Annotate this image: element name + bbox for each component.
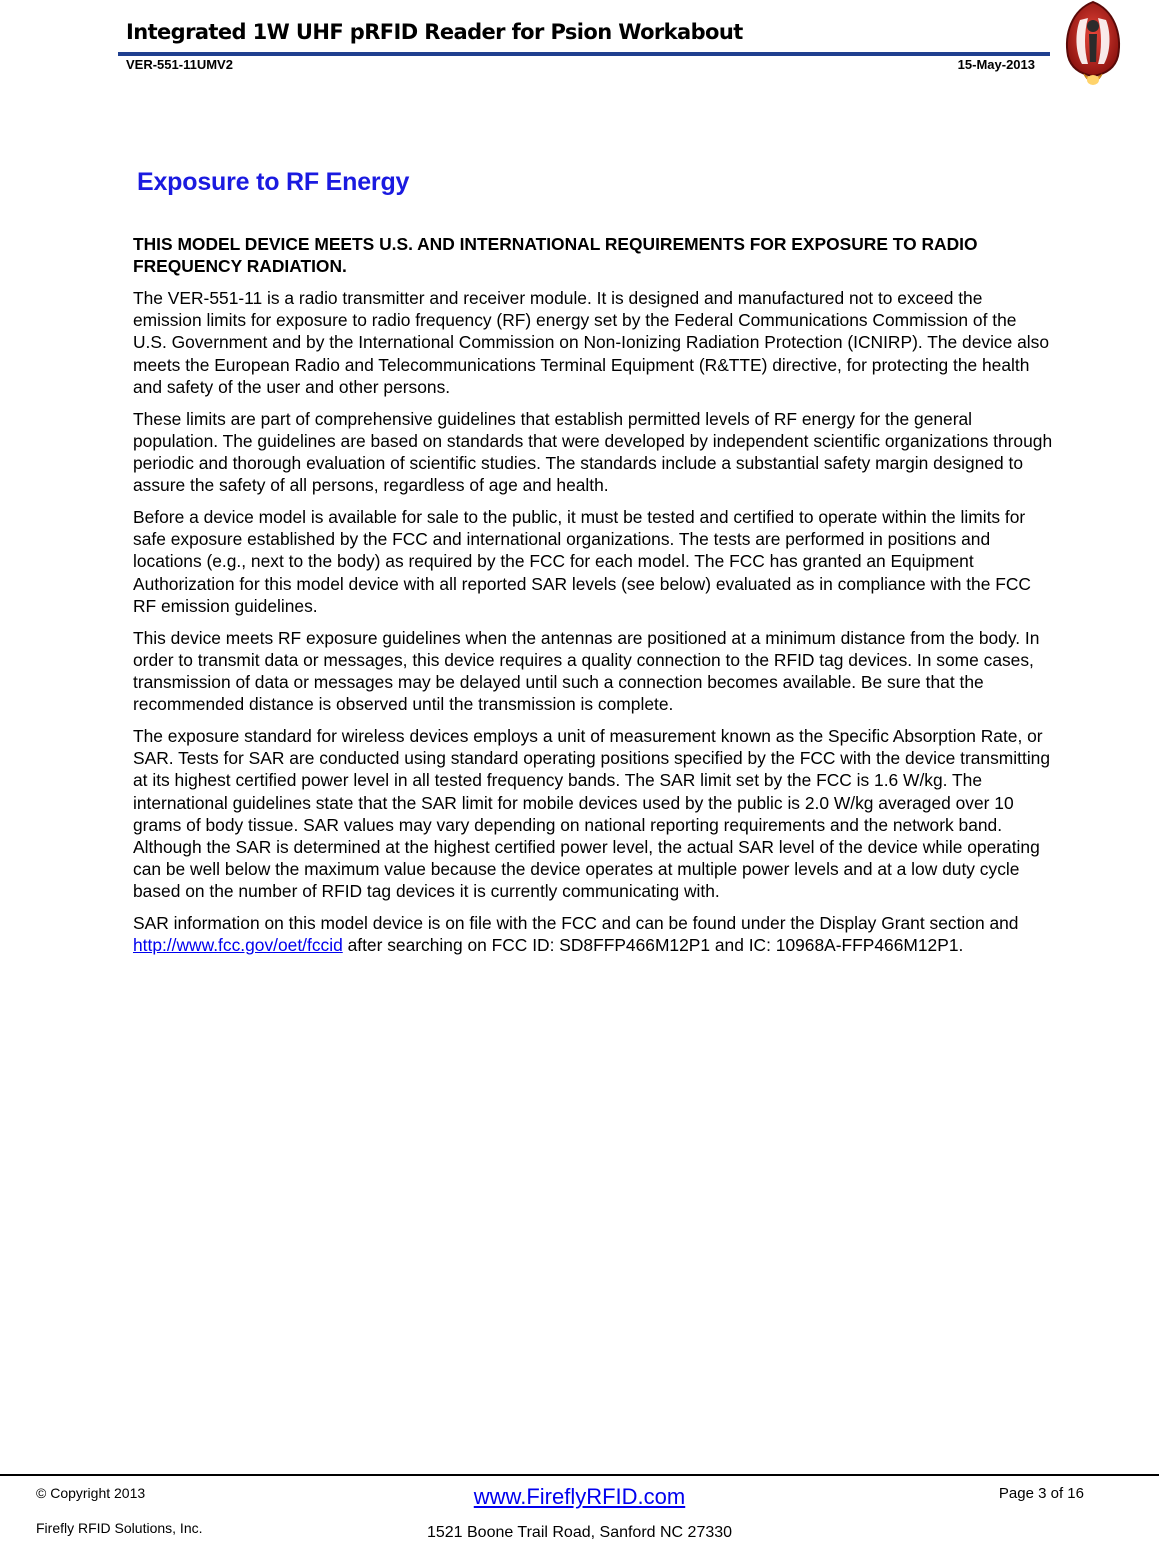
footer-company: Firefly RFID Solutions, Inc. xyxy=(36,1520,203,1536)
sar-info-text-end: after searching on FCC ID: SD8FFP466M12P1 and IC: 10968A-FFP466M12P1. xyxy=(342,935,964,956)
document-date: 15-May-2013 xyxy=(957,57,1035,72)
document-title: Integrated 1W UHF pRFID Reader for Psion Workabout xyxy=(126,20,743,44)
header-rule xyxy=(118,52,1050,56)
section-title: Exposure to RF Energy xyxy=(137,168,410,196)
paragraph-module-description: The VER-551-11 is a radio transmitter and receiver module. It is designed and manufactured not to exceed the emission limits for exposure to radio frequency (RF) energy set by the Federal Communications Commission of the U.S. Government and by the International Commission on Non-Ionizing Radiation Protection (ICNIRP). The device also meets the European Radio and Telecommunications Terminal Equipment (R&TTE) directive, for protecting the health and safety of the user and other persons. xyxy=(133,288,1050,397)
body-text xyxy=(133,233,1053,966)
paragraph-sar-information xyxy=(133,912,1053,956)
footer-page-number: Page 3 of 16 xyxy=(998,1485,1084,1502)
paragraph-guidelines: These limits are part of comprehensive guidelines that establish permitted levels of RF energy for the general population. The guidelines are based on standards that were developed by independent scientific organizations through periodic and thorough evaluation of scientific studies. The standards include a substantial safety margin designed to assure the safety of all persons, regardless of age and health. xyxy=(133,408,1053,496)
footer-website-link[interactable]: www.FireflyRFID.com xyxy=(473,1484,686,1509)
sar-info-text: SAR information on this model device is on file with the FCC and can be found under the Display Grant section and xyxy=(133,913,1019,934)
paragraph-sar: The exposure standard for wireless devices employs a unit of measurement known as the Specific Absorption Rate, or SAR. Tests for SAR are conducted using standard operating positions specified by the FCC with the device transmitting at its highest certified power level in all tested frequency bands. The SAR limit set by the FCC is 1.6 W/kg. The international guidelines state that the SAR limit for mobile devices used by the public is 2.0 W/kg averaged over 10 grams of body tissue. SAR values may vary depending on national reporting requirements and the network band. Although the SAR is determined at the highest certified power level, the actual SAR level of the device while operating can be well below the maximum value because the device operates at multiple power levels and at a low duty cycle based on the number of RFID tag devices it is currently communicating with. xyxy=(133,726,1051,902)
paragraph-certification: Before a device model is available for sale to the public, it must be tested and certified to operate within the limits for safe exposure established by the FCC and international organizations. The tests are performed in positions and locations (e.g., next to the body) as required by the FCC for each model. The FCC has granted an Equipment Authorization for this model device with all reported SAR levels (see below) evaluated as in compliance with the FCC RF emission guidelines. xyxy=(133,507,1031,616)
footer-address: 1521 Boone Trail Road, Sanford NC 27330 xyxy=(426,1524,733,1541)
footer-rule xyxy=(0,1474,1159,1476)
lead-paragraph: THIS MODEL DEVICE MEETS U.S. AND INTERNATIONAL REQUIREMENTS FOR EXPOSURE TO RADIO FREQUENCY RADIATION. xyxy=(133,234,978,277)
document-id: VER-551-11UMV2 xyxy=(126,57,233,72)
footer-copyright: © Copyright 2013 xyxy=(36,1485,146,1501)
paragraph-minimum-distance: This device meets RF exposure guidelines when the antennas are positioned at a minimum distance from the body. In order to transmit data or messages, this device requires a quality connection to the RFID tag devices. In some cases, transmission of data or messages may be delayed until such a connection becomes available. Be sure that the recommended distance is observed until the transmission is complete. xyxy=(133,627,1040,715)
fcc-id-link[interactable]: http://www.fcc.gov/oet/fccid xyxy=(133,935,343,956)
firefly-rfid-logo-icon xyxy=(1058,0,1128,88)
